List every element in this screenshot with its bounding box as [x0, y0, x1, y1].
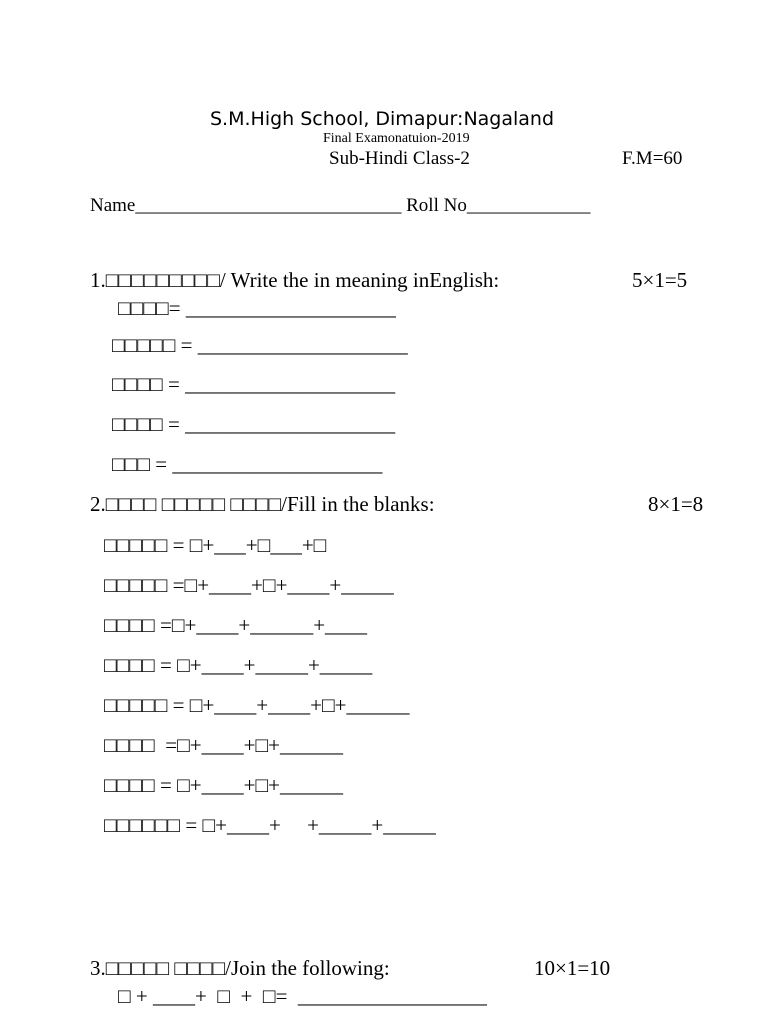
q1-item: □□□□= ____________________	[118, 296, 396, 320]
q1-item: □□□□□ = ____________________	[112, 333, 408, 357]
q2-marks: 8×1=8	[648, 492, 704, 516]
q1-item: □□□□ = ____________________	[112, 372, 396, 396]
q3-marks: 10×1=10	[534, 956, 611, 980]
q2-item: □□□□ = □+____+□+______	[104, 773, 343, 797]
q2-item: □□□□□ = □+___+□___+□	[104, 533, 327, 557]
q1-item: □□□ = ____________________	[112, 452, 383, 476]
subject-line: Sub-Hindi Class-2	[329, 148, 470, 169]
exam-title: Final Examonatuion-2019	[323, 131, 470, 146]
q2-heading: 2.□□□□ □□□□□ □□□□/Fill in the blanks:	[90, 492, 435, 516]
q1-item: □□□□ = ____________________	[112, 412, 396, 436]
q3-heading: 3.□□□□□ □□□□/Join the following:	[90, 956, 390, 980]
full-marks: F.M=60	[622, 148, 683, 169]
q2-item: □□□□□ =□+____+□+____+_____	[104, 573, 394, 597]
q1-marks: 5×1=5	[632, 268, 688, 292]
school-name: S.M.High School, Dimapur:Nagaland	[210, 108, 555, 130]
q2-item: □□□□□□ = □+____+ +_____+_____	[104, 813, 436, 837]
q2-item: □□□□ = □+____+_____+_____	[104, 653, 373, 677]
q1-heading: 1.□□□□□□□□□/ Write the in meaning inEnglish:	[90, 268, 500, 292]
name-roll-row: Name____________________________ Roll No_____________	[90, 195, 591, 216]
q2-item: □□□□ =□+____+□+______	[104, 733, 343, 757]
q3-item: □ + ____+ □ + □= __________________	[118, 984, 487, 1008]
q2-item: □□□□ =□+____+______+____	[104, 613, 368, 637]
q2-item: □□□□□ = □+____+____+□+______	[104, 693, 410, 717]
